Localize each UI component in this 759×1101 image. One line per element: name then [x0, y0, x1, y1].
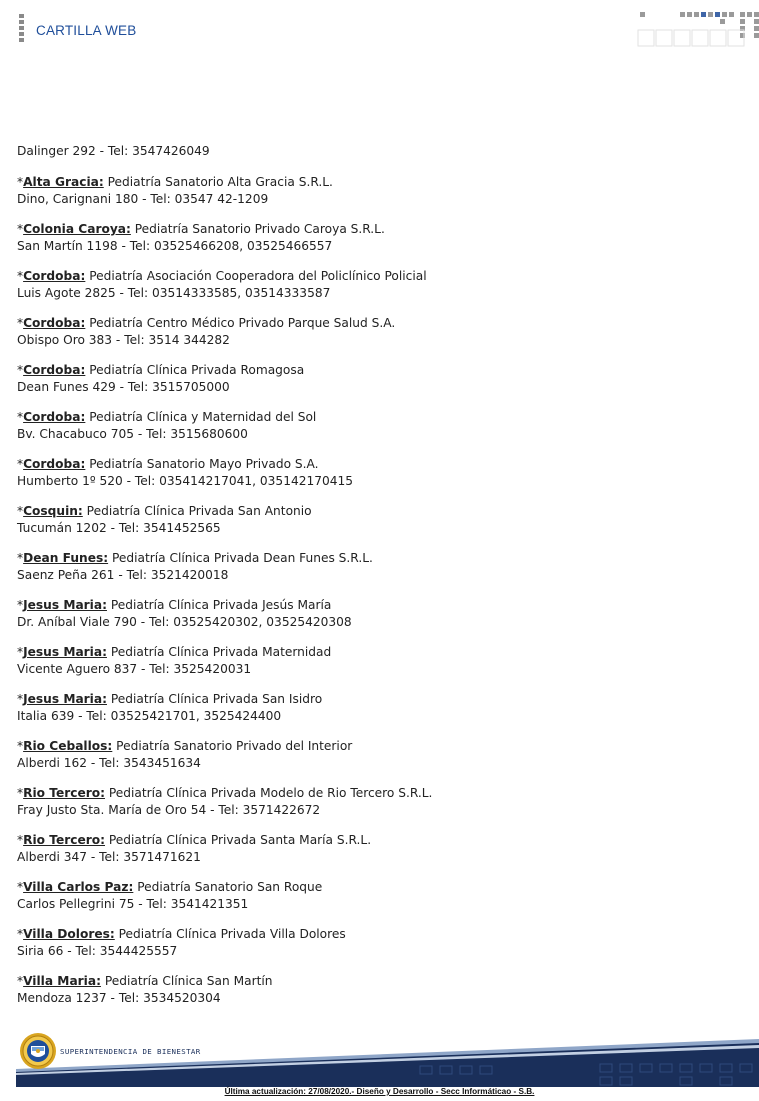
provider-list [17, 143, 737, 1020]
provider-address: Italia 639 - Tel: 03525421701, 3525424400 [17, 709, 282, 723]
provider-name: Pediatría Clínica San Martín [104, 974, 273, 988]
provider-entry [17, 785, 737, 819]
provider-address: Dean Funes 429 - Tel: 3515705000 [17, 380, 230, 394]
provider-name: Pediatría Clínica y Maternidad del Sol [89, 410, 317, 424]
provider-name: Pediatría Clínica Privada Dean Funes S.R.L. [111, 551, 373, 565]
provider-name: Pediatría Centro Médico Privado Parque Salud S.A. [89, 316, 396, 330]
provider-name: Pediatría Sanatorio Mayo Privado S.A. [89, 457, 319, 471]
provider-name: Pediatría Clínica Privada Santa María S.R.L. [108, 833, 372, 847]
institution-seal-icon [19, 1032, 57, 1070]
provider-name: Pediatría Sanatorio Privado Caroya S.R.L. [134, 222, 385, 236]
provider-entry [17, 644, 737, 678]
page-header [0, 0, 759, 60]
city-label: Dean Funes: [23, 551, 109, 565]
entries-container [17, 174, 737, 1007]
provider-entry [17, 738, 737, 772]
provider-entry [17, 315, 737, 349]
provider-name-line: *Cordoba: Pediatría Sanatorio Mayo Privado S.A. [17, 457, 319, 471]
provider-name: Pediatría Clínica Privada Maternidad [110, 645, 332, 659]
city-label: Colonia Caroya: [23, 222, 131, 236]
provider-entry [17, 362, 737, 396]
provider-entry [17, 879, 737, 913]
provider-address: Saenz Peña 261 - Tel: 3521420018 [17, 568, 229, 582]
city-label: Rio Ceballos: [23, 739, 113, 753]
provider-address: Vicente Aguero 837 - Tel: 3525420031 [17, 662, 252, 676]
provider-name-line: *Cordoba: Pediatría Centro Médico Privado Parque Salud S.A. [17, 316, 396, 330]
provider-name-line: *Cordoba: Pediatría Clínica Privada Romagosa [17, 363, 305, 377]
city-label: Cordoba: [23, 410, 86, 424]
city-label: Cordoba: [23, 363, 86, 377]
provider-address: Fray Justo Sta. María de Oro 54 - Tel: 3571422672 [17, 803, 321, 817]
city-label: Cordoba: [23, 316, 86, 330]
city-label: Jesus Maria: [23, 692, 107, 706]
provider-address: Humberto 1º 520 - Tel: 035414217041, 035142170415 [17, 474, 353, 488]
provider-name: Pediatría Clínica Privada Romagosa [89, 363, 305, 377]
provider-name: Pediatría Clínica Privada San Isidro [110, 692, 323, 706]
provider-address: San Martín 1198 - Tel: 03525466208, 03525466557 [17, 239, 333, 253]
provider-name-line: *Villa Dolores: Pediatría Clínica Privada Villa Dolores [17, 927, 346, 941]
provider-name-line: *Rio Tercero: Pediatría Clínica Privada Modelo de Rio Tercero S.R.L. [17, 786, 433, 800]
provider-name-line: *Villa Maria: Pediatría Clínica San Martín [17, 974, 273, 988]
page-footer [0, 1028, 759, 1101]
provider-name-line: *Villa Carlos Paz: Pediatría Sanatorio San Roque [17, 880, 323, 894]
provider-name-line: *Cordoba: Pediatría Asociación Cooperadora del Policlínico Policial [17, 269, 427, 283]
city-label: Cordoba: [23, 269, 86, 283]
provider-name: Pediatría Clínica Privada Villa Dolores [118, 927, 346, 941]
provider-address: Luis Agote 2825 - Tel: 03514333585, 03514333587 [17, 286, 331, 300]
provider-entry [17, 503, 737, 537]
provider-name-line: *Cosquin: Pediatría Clínica Privada San Antonio [17, 504, 312, 518]
provider-address: Obispo Oro 383 - Tel: 3514 344282 [17, 333, 230, 347]
provider-name: Pediatría Clínica Privada Modelo de Rio Tercero S.R.L. [108, 786, 433, 800]
provider-name: Pediatría Sanatorio San Roque [137, 880, 323, 894]
provider-entry [17, 456, 737, 490]
city-label: Rio Tercero: [23, 833, 105, 847]
provider-name-line: *Jesus Maria: Pediatría Clínica Privada San Isidro [17, 692, 323, 706]
organization-name: SUPERINTENDENCIA DE BIENESTAR [60, 1047, 201, 1056]
provider-address: Dr. Aníbal Viale 790 - Tel: 03525420302, 03525420308 [17, 615, 352, 629]
provider-name-line: *Cordoba: Pediatría Clínica y Maternidad del Sol [17, 410, 317, 424]
provider-name-line: *Rio Ceballos: Pediatría Sanatorio Privado del Interior [17, 739, 353, 753]
footer-band-graphic [0, 1028, 759, 1088]
provider-entry [17, 550, 737, 584]
provider-name-line: *Colonia Caroya: Pediatría Sanatorio Privado Caroya S.R.L. [17, 222, 385, 236]
city-label: Villa Carlos Paz: [23, 880, 134, 894]
provider-name-line: *Alta Gracia: Pediatría Sanatorio Alta Gracia S.R.L. [17, 175, 333, 189]
provider-entry [17, 409, 737, 443]
city-label: Jesus Maria: [23, 598, 107, 612]
provider-name: Pediatría Clínica Privada San Antonio [86, 504, 312, 518]
provider-address: Bv. Chacabuco 705 - Tel: 3515680600 [17, 427, 248, 441]
provider-address: Tucumán 1202 - Tel: 3541452565 [17, 521, 221, 535]
provider-entry [17, 926, 737, 960]
city-label: Jesus Maria: [23, 645, 107, 659]
provider-entry [17, 268, 737, 302]
provider-entry [17, 832, 737, 866]
provider-address: Mendoza 1237 - Tel: 3534520304 [17, 991, 221, 1005]
header-bars-icon [19, 14, 24, 44]
provider-entry [17, 221, 737, 255]
city-label: Villa Dolores: [23, 927, 115, 941]
provider-entry [17, 691, 737, 725]
provider-entry [17, 973, 737, 1007]
provider-name: Pediatría Asociación Cooperadora del Policlínico Policial [89, 269, 427, 283]
provider-name: Pediatría Sanatorio Alta Gracia S.R.L. [107, 175, 333, 189]
brand-title: CARTILLA WEB [36, 23, 137, 38]
provider-name: Pediatría Sanatorio Privado del Interior [116, 739, 353, 753]
provider-address: Siria 66 - Tel: 3544425557 [17, 944, 178, 958]
city-label: Alta Gracia: [23, 175, 104, 189]
city-label: Villa Maria: [23, 974, 101, 988]
provider-name-line: *Dean Funes: Pediatría Clínica Privada Dean Funes S.R.L. [17, 551, 373, 565]
provider-address: Carlos Pellegrini 75 - Tel: 3541421351 [17, 897, 249, 911]
provider-entry [17, 597, 737, 631]
provider-address: Dino, Carignani 180 - Tel: 03547 42-1209 [17, 192, 269, 206]
provider-name-line: *Jesus Maria: Pediatría Clínica Privada Maternidad [17, 645, 332, 659]
provider-name-line: *Rio Tercero: Pediatría Clínica Privada Santa María S.R.L. [17, 833, 372, 847]
provider-address: Alberdi 162 - Tel: 3543451634 [17, 756, 201, 770]
city-label: Cordoba: [23, 457, 86, 471]
provider-name-line: *Jesus Maria: Pediatría Clínica Privada Jesús María [17, 598, 332, 612]
provider-entry [17, 174, 737, 208]
last-update-line: Última actualización: 27/08/2020.- Diseño y Desarrollo - Secc Informáticao - S.B. [224, 1087, 535, 1096]
city-label: Cosquin: [23, 504, 83, 518]
continued-address-line: Dalinger 292 - Tel: 3547426049 [17, 144, 210, 158]
city-label: Rio Tercero: [23, 786, 105, 800]
header-squares-decoration [636, 10, 759, 50]
provider-address: Alberdi 347 - Tel: 3571471621 [17, 850, 201, 864]
provider-name: Pediatría Clínica Privada Jesús María [110, 598, 332, 612]
